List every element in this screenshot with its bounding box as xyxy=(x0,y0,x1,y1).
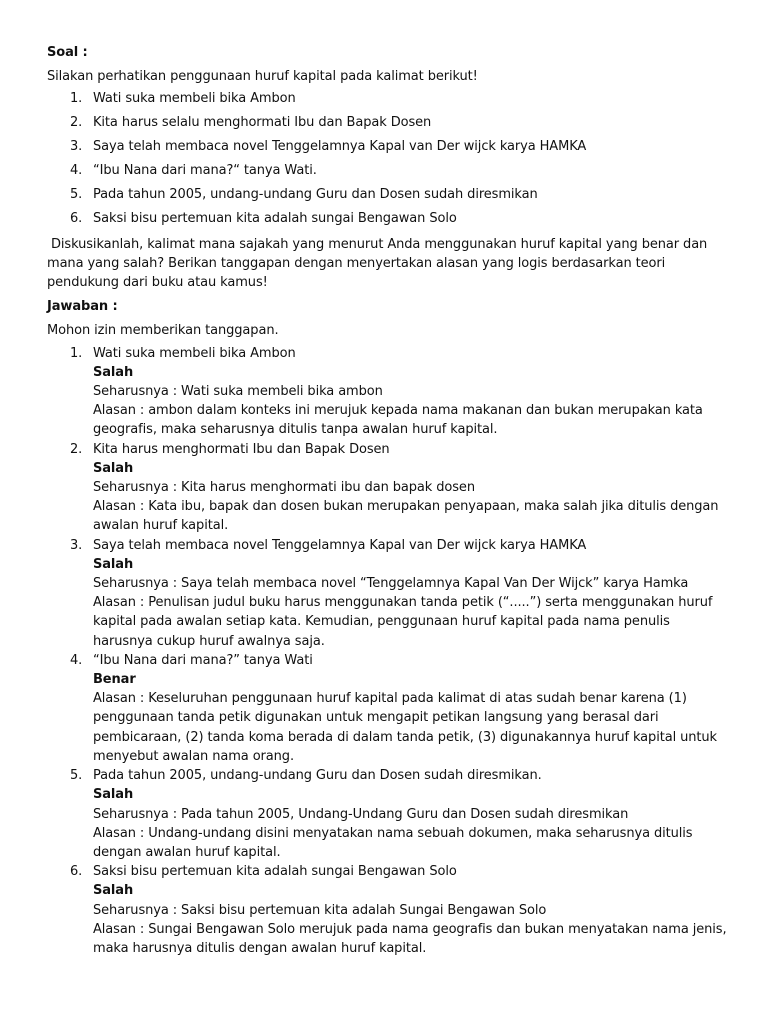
answer-verdict: Salah xyxy=(93,460,134,476)
answer-reason: Alasan : Penulisan judul buku harus menggunakan tanda petik (“.....”) serta menggunakan huruf kapital pada awalan setiap kata. Kemudian, penggunaan huruf kapital pada nama penulis harusnya cukup huruf awalnya saja. xyxy=(93,595,713,649)
question-number: 5. xyxy=(70,187,83,203)
answer-correction: Seharusnya : Saksi bisu pertemuan kita adalah Sungai Bengawan Solo xyxy=(93,902,547,918)
answer-item xyxy=(47,536,728,651)
question-number: 2. xyxy=(70,115,83,131)
answer-sentence: Wati suka membeli bika Ambon xyxy=(93,345,296,361)
question-number: 4. xyxy=(70,163,83,179)
answer-sentence: Kita harus menghormati Ibu dan Bapak Dosen xyxy=(93,441,390,457)
answer-correction: Seharusnya : Saya telah membaca novel “Tenggelamnya Kapal Van Der Wijck” karya Hamka xyxy=(93,576,689,592)
question-item xyxy=(47,137,728,156)
answer-correction: Seharusnya : Pada tahun 2005, Undang-Undang Guru dan Dosen sudah diresmikan xyxy=(93,806,629,822)
answer-sentence: Pada tahun 2005, undang-undang Guru dan Dosen sudah diresmikan. xyxy=(93,768,542,784)
answer-reason: Alasan : Undang-undang disini menyatakan nama sebuah dokumen, maka seharusnya ditulis dengan awalan huruf kapital. xyxy=(93,825,693,860)
answer-item xyxy=(47,651,728,766)
answer-sentence: Saya telah membaca novel Tenggelamnya Kapal van Der wijck karya HAMKA xyxy=(93,537,587,553)
answer-reason: Alasan : Kata ibu, bapak dan dosen bukan merupakan penyapaan, maka salah jika ditulis dengan awalan huruf kapital. xyxy=(93,499,719,534)
answer-verdict: Salah xyxy=(93,556,134,572)
answer-number: 2. xyxy=(70,441,83,457)
answer-number: 1. xyxy=(70,345,83,361)
answer-list xyxy=(47,344,728,959)
question-number: 6. xyxy=(70,211,83,227)
instruction-text: Silakan perhatikan penggunaan huruf kapital pada kalimat berikut! xyxy=(47,69,478,85)
question-number: 3. xyxy=(70,139,83,155)
question-text: Wati suka membeli bika Ambon xyxy=(93,91,296,107)
answer-reason: Alasan : Sungai Bengawan Solo merujuk pada nama geografis dan bukan menyatakan nama jenis, maka harusnya ditulis dengan awalan huruf kapital. xyxy=(93,921,727,956)
answer-correction: Seharusnya : Wati suka membeli bika ambon xyxy=(93,384,383,400)
answer-reason: Alasan : Keseluruhan penggunaan huruf kapital pada kalimat di atas sudah benar karena (1) penggunaan tanda petik digunakan untuk mengapit petikan langsung yang berasal dari pembicaraan, (2) tanda koma berada di dalam tanda petik, (3) digunakannya huruf kapital untuk menyebut awalan nama orang. xyxy=(93,691,717,764)
question-item xyxy=(47,209,728,228)
answer-number: 5. xyxy=(70,768,83,784)
answer-item xyxy=(47,766,728,862)
answer-correction: Seharusnya : Kita harus menghormati ibu dan bapak dosen xyxy=(93,480,475,496)
question-number: 1. xyxy=(70,91,83,107)
answer-number: 6. xyxy=(70,864,83,880)
question-item xyxy=(47,89,728,108)
answer-item xyxy=(47,440,728,536)
answer-reason: Alasan : ambon dalam konteks ini merujuk kepada nama makanan dan bukan merupakan kata geografis, maka seharusnya ditulis tanpa awalan huruf kapital. xyxy=(93,403,703,438)
question-item xyxy=(47,113,728,132)
question-item xyxy=(47,161,728,180)
question-list xyxy=(47,89,728,228)
answer-sentence: “Ibu Nana dari mana?” tanya Wati xyxy=(93,652,313,668)
answer-verdict: Salah xyxy=(93,787,134,803)
question-item xyxy=(47,185,728,204)
question-text: Pada tahun 2005, undang-undang Guru dan Dosen sudah diresmikan xyxy=(93,187,538,203)
answer-verdict: Benar xyxy=(93,672,136,688)
answer-sentence: Saksi bisu pertemuan kita adalah sungai Bengawan Solo xyxy=(93,864,457,880)
question-text: Saksi bisu pertemuan kita adalah sungai Bengawan Solo xyxy=(93,211,457,227)
answer-item xyxy=(47,344,728,440)
answer-verdict: Salah xyxy=(93,364,134,380)
answer-number: 3. xyxy=(70,537,83,553)
question-text: “Ibu Nana dari mana?“ tanya Wati. xyxy=(93,163,317,179)
opening-text: Mohon izin memberikan tanggapan. xyxy=(47,323,279,339)
discussion-text: Diskusikanlah, kalimat mana sajakah yang menurut Anda menggunakan huruf kapital yang benar dan mana yang salah? Berikan tanggapan dengan menyertakan alasan yang logis berdasarkan teori pendukung dari buku atau kamus! xyxy=(47,236,708,291)
question-text: Saya telah membaca novel Tenggelamnya Kapal van Der wijck karya HAMKA xyxy=(93,139,587,155)
question-text: Kita harus selalu menghormati Ibu dan Bapak Dosen xyxy=(93,115,432,131)
answer-verdict: Salah xyxy=(93,883,134,899)
jawaban-heading: Jawaban : xyxy=(47,299,118,315)
answer-item xyxy=(47,862,728,958)
soal-heading: Soal : xyxy=(47,45,88,60)
answer-number: 4. xyxy=(70,652,83,668)
